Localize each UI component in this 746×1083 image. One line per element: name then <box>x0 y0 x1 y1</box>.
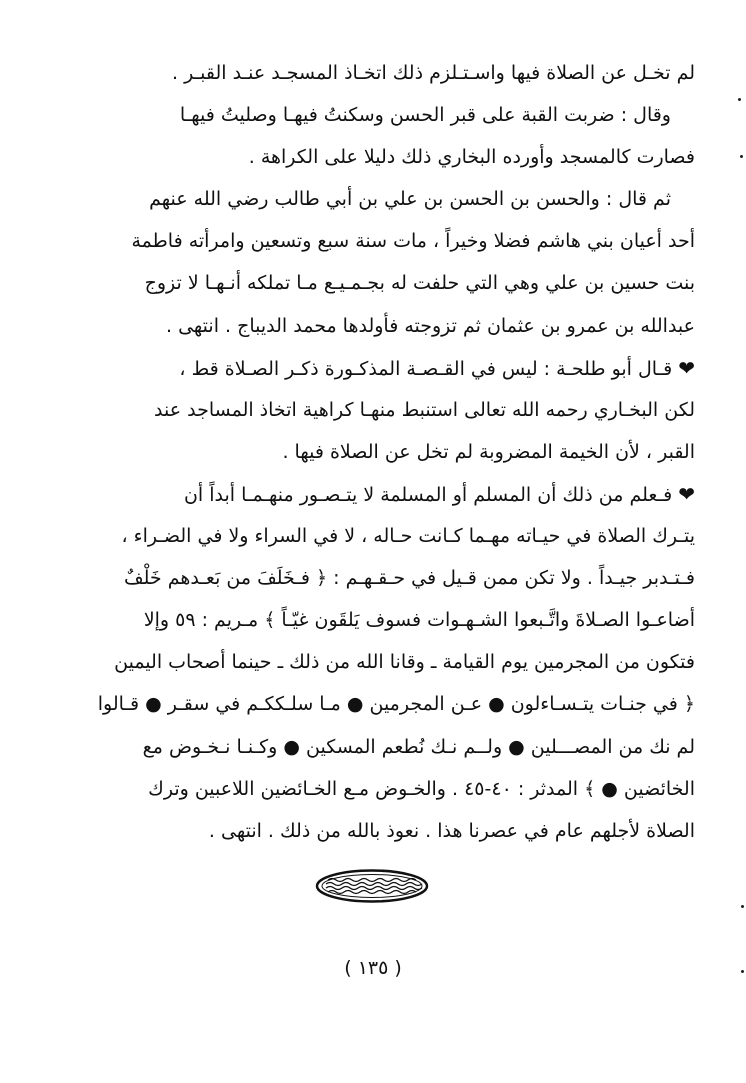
text-line: ثم قال : والحسن بن الحسن بن علي بن أبي طالب رضي الله عنهم <box>149 188 671 211</box>
text-line-content: فـعلم من ذلك أن المسلم أو المسلمة لا يتـصـور منهـمـا أبداً أن <box>183 483 673 506</box>
text-line: الصلاة لأجلهم عام في عصرنا هذا . نعوذ بالله من ذلك . انتهى . <box>208 819 695 842</box>
scan-speck <box>741 905 744 908</box>
text-line <box>60 347 695 389</box>
text-line: بنت حسين بن علي وهي التي حلفت له بجـمـيـع مـا تملكه أنـهـا لا تزوج <box>144 272 695 295</box>
text-line: لكن البخـاري رحمه الله تعالى استنبط منهـا كراهية اتخاذ المساجد عند <box>154 398 695 421</box>
text-line: يتـرك الصلاة في حيـاته مهـما كـانت حـاله ، لا في السراء ولا في الضـراء ، <box>121 525 695 548</box>
body-text <box>60 52 695 852</box>
page-number: ( ١٣٥ ) <box>344 957 402 979</box>
heart-icon: ❤ <box>678 355 695 380</box>
text-line: أضاعـوا الصـلاةَ واتَّـبعوا الشـهـوات فسوف يَلقَون غيّـاً ﴾ مـريم : ٥٩ وإلا <box>143 609 695 632</box>
text-line <box>60 473 695 515</box>
text-line: فـتـدبر جيـداً . ولا تكن ممن قـيل في حـقـهـم : ﴿ فـخَلَفَ من بَعـدهم خَلْفٌ <box>123 567 695 590</box>
scan-speck <box>738 98 741 101</box>
text-line-content: قـال أبو طلحـة : ليس في القـصـة المذكـورة ذكـر الصـلاة قط ، <box>179 357 673 380</box>
text-line: لم تخـل عن الصلاة فيها واسـتـلزم ذلك اتخـاذ المسجـد عنـد القبـر . <box>172 62 695 84</box>
text-line: فصارت كالمسجد وأورده البخاري ذلك دليلا على الكراهة . <box>248 146 695 169</box>
text-line: عبدالله بن عمرو بن عثمان ثم تزوجته فأولدها محمد الديباج . انتهى . <box>166 314 695 337</box>
scan-speck <box>741 970 744 973</box>
heart-icon: ❤ <box>678 481 695 506</box>
text-line: ﴿ في جنـات يتـسـاءلون ● عـن المجرمين ● مـا سلـككـم في سقـر ● قـالوا <box>97 693 695 716</box>
wavy-oval-ornament <box>314 868 430 904</box>
text-line: لم نك من المصـــلين ● ولــم نـك نُطعم المسكين ● وكـنـا نـخـوض مع <box>142 735 695 758</box>
scan-speck <box>740 155 743 158</box>
text-line: وقال : ضربت القبة على قبر الحسن وسكنتُ فيهـا وصليتُ فيهـا <box>179 104 671 127</box>
text-line: فتكون من المجرمين يوم القيامة ـ وقانا الله من ذلك ـ حينما أصحاب اليمين <box>114 651 695 674</box>
text-line: القبر ، لأن الخيمة المضروبة لم تخل عن الصلاة فيها . <box>282 440 695 463</box>
text-line: أحد أعيان بني هاشم فضلا وخيراً ، مات سنة سبع وتسعين وامرأته فاطمة <box>131 230 695 253</box>
text-line: الخائضين ● ﴾ المدثر : ٤٠-٤٥ . والخـوض مـع الخـائضين اللاعبين وترك <box>148 777 695 800</box>
